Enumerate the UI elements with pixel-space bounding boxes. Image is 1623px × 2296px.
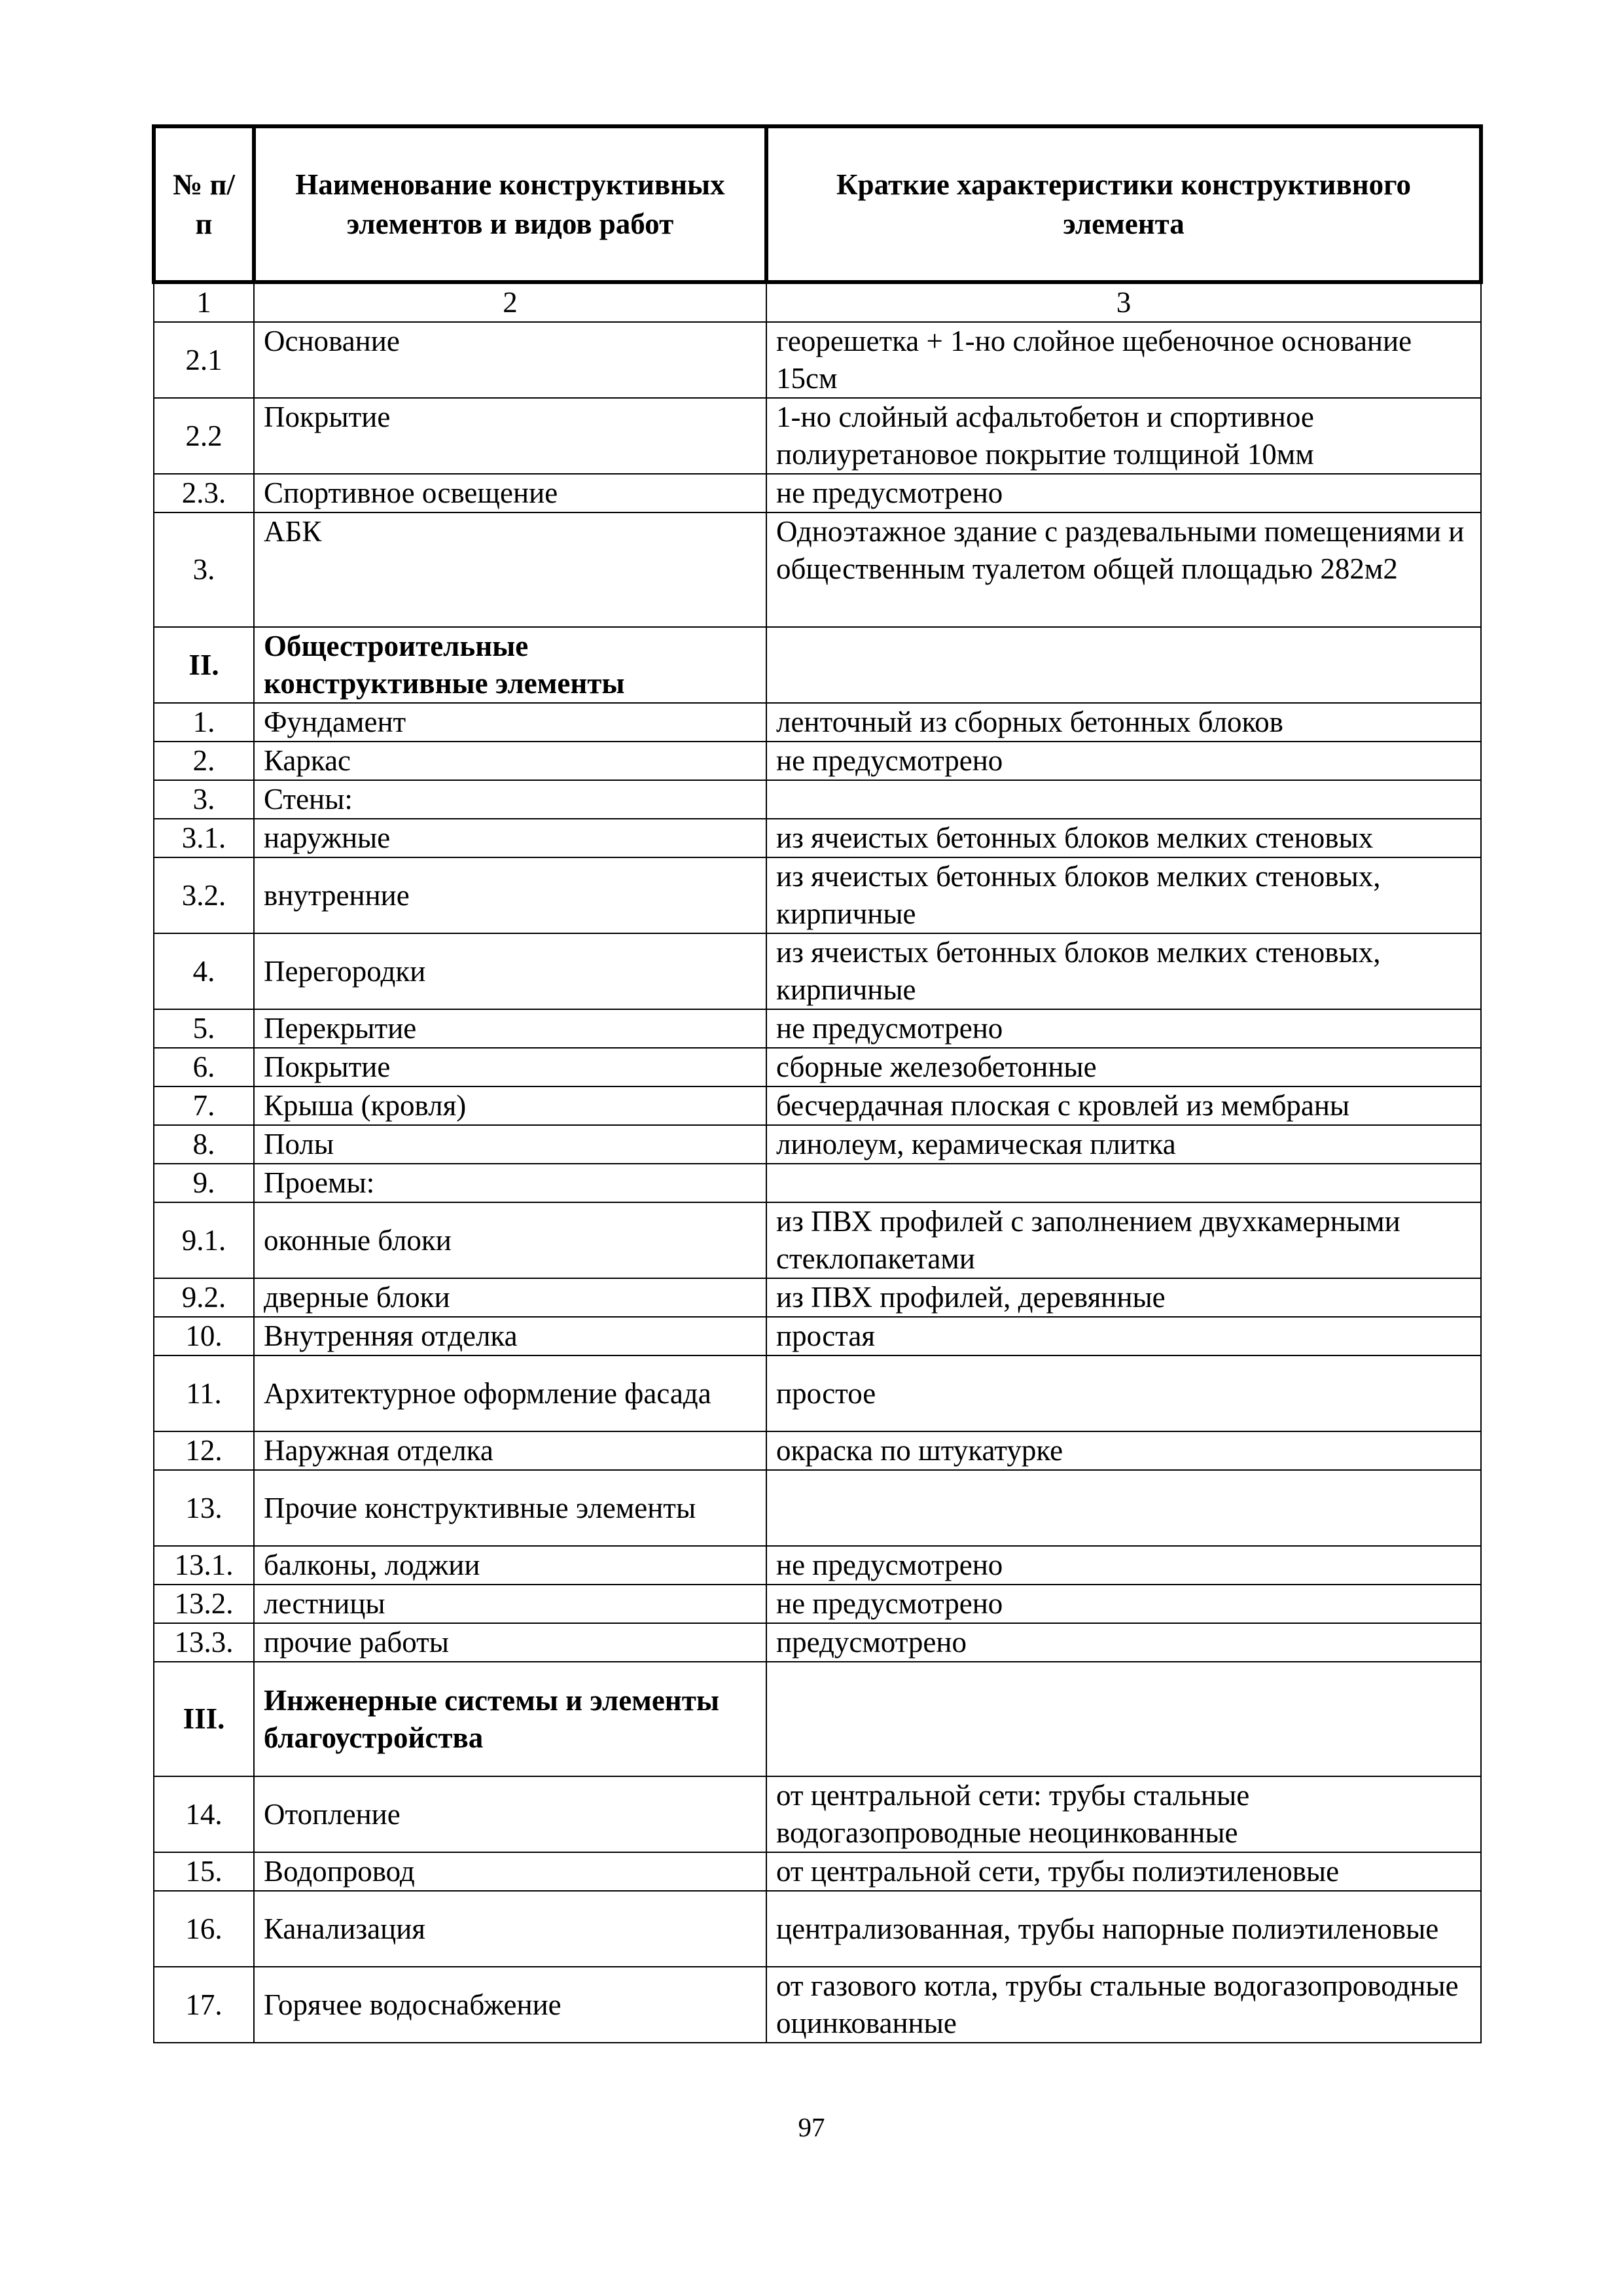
table-row — [154, 1891, 1481, 1967]
table-row — [154, 1355, 1481, 1431]
row-desc: Одноэтажное здание с раздевальными помещениями и общественным туалетом общей площадью 282м2 — [766, 512, 1481, 627]
column-number-row — [154, 282, 1481, 322]
row-num: 7. — [154, 1086, 254, 1125]
row-num: 13.1. — [154, 1546, 254, 1585]
row-name: Основание — [254, 322, 766, 398]
section-num: II. — [154, 627, 254, 703]
row-num: 12. — [154, 1431, 254, 1470]
section-num: III. — [154, 1662, 254, 1776]
row-desc: бесчердачная плоская с кровлей из мембраны — [766, 1086, 1481, 1125]
row-desc: окраска по штукатурке — [766, 1431, 1481, 1470]
column-number-1: 1 — [154, 282, 254, 322]
row-name: Стены: — [254, 780, 766, 819]
row-desc: сборные железобетонные — [766, 1048, 1481, 1086]
row-name: Крыша (кровля) — [254, 1086, 766, 1125]
table-row — [154, 857, 1481, 933]
row-num: 15. — [154, 1852, 254, 1891]
row-name: Водопровод — [254, 1852, 766, 1891]
row-num: 14. — [154, 1776, 254, 1852]
row-desc: георешетка + 1-но слойное щебеночное основание 15см — [766, 322, 1481, 398]
row-desc: из ячеистых бетонных блоков мелких стеновых — [766, 819, 1481, 857]
row-num: 13.2. — [154, 1585, 254, 1623]
table-row — [154, 512, 1481, 627]
row-name: дверные блоки — [254, 1278, 766, 1317]
row-num: 13. — [154, 1470, 254, 1546]
row-name: Каркас — [254, 742, 766, 780]
row-name: Перекрытие — [254, 1009, 766, 1048]
row-name: наружные — [254, 819, 766, 857]
row-name: Покрытие — [254, 1048, 766, 1086]
row-num: 2.3. — [154, 474, 254, 512]
row-num: 3.2. — [154, 857, 254, 933]
table-row — [154, 1317, 1481, 1355]
row-desc — [766, 627, 1481, 703]
section-row — [154, 1662, 1481, 1776]
row-desc: из ячеистых бетонных блоков мелких стеновых, кирпичные — [766, 933, 1481, 1009]
table-row — [154, 398, 1481, 474]
header-num: № п/п — [154, 126, 254, 282]
table-row — [154, 1967, 1481, 2043]
row-name: АБК — [254, 512, 766, 627]
row-name: Отопление — [254, 1776, 766, 1852]
table-row — [154, 819, 1481, 857]
row-desc: не предусмотрено — [766, 1585, 1481, 1623]
table-row — [154, 1048, 1481, 1086]
table-row — [154, 1125, 1481, 1164]
row-name: Перегородки — [254, 933, 766, 1009]
row-desc: не предусмотрено — [766, 1009, 1481, 1048]
row-num: 3.1. — [154, 819, 254, 857]
row-name: оконные блоки — [254, 1202, 766, 1278]
row-desc — [766, 780, 1481, 819]
row-num: 11. — [154, 1355, 254, 1431]
table-row — [154, 1585, 1481, 1623]
row-desc: от газового котла, трубы стальные водогазопроводные оцинкованные — [766, 1967, 1481, 2043]
row-name: Фундамент — [254, 703, 766, 742]
row-desc: не предусмотрено — [766, 1546, 1481, 1585]
table-row — [154, 1278, 1481, 1317]
row-name: балконы, лоджии — [254, 1546, 766, 1585]
row-num: 3. — [154, 512, 254, 627]
table-row — [154, 1852, 1481, 1891]
table-row — [154, 1431, 1481, 1470]
row-num: 8. — [154, 1125, 254, 1164]
row-name: Архитектурное оформление фасада — [254, 1355, 766, 1431]
row-name: Прочие конструктивные элементы — [254, 1470, 766, 1546]
row-desc: 1-но слойный асфальтобетон и спортивное полиуретановое покрытие толщиной 10мм — [766, 398, 1481, 474]
table-row — [154, 322, 1481, 398]
row-desc — [766, 1662, 1481, 1776]
table-row — [154, 780, 1481, 819]
row-desc: централизованная, трубы напорные полиэтиленовые — [766, 1891, 1481, 1967]
table-row — [154, 1623, 1481, 1662]
row-num: 9.2. — [154, 1278, 254, 1317]
construction-elements-table — [152, 124, 1483, 2043]
row-name: Полы — [254, 1125, 766, 1164]
row-desc: линолеум, керамическая плитка — [766, 1125, 1481, 1164]
row-num: 2.1 — [154, 322, 254, 398]
row-num: 13.3. — [154, 1623, 254, 1662]
header-desc: Краткие характеристики конструктивного элемента — [766, 126, 1481, 282]
row-desc — [766, 1164, 1481, 1202]
table-row — [154, 1086, 1481, 1125]
row-num: 10. — [154, 1317, 254, 1355]
row-name: Наружная отделка — [254, 1431, 766, 1470]
table-row — [154, 742, 1481, 780]
table-row — [154, 933, 1481, 1009]
row-num: 9.1. — [154, 1202, 254, 1278]
row-num: 1. — [154, 703, 254, 742]
column-number-3: 3 — [766, 282, 1481, 322]
table-row — [154, 1009, 1481, 1048]
row-desc — [766, 1470, 1481, 1546]
row-name: Покрытие — [254, 398, 766, 474]
row-desc: простое — [766, 1355, 1481, 1431]
page-number: 97 — [798, 2112, 825, 2142]
row-name: Горячее водоснабжение — [254, 1967, 766, 2043]
table-row — [154, 703, 1481, 742]
section-title: Общестроительные конструктивные элементы — [254, 627, 766, 703]
row-name: Канализация — [254, 1891, 766, 1967]
section-row — [154, 627, 1481, 703]
table-row — [154, 1202, 1481, 1278]
row-name: лестницы — [254, 1585, 766, 1623]
table-row — [154, 1776, 1481, 1852]
row-num: 2. — [154, 742, 254, 780]
row-desc: не предусмотрено — [766, 742, 1481, 780]
header-name: Наименование конструктивных элементов и видов работ — [254, 126, 766, 282]
row-name: Проемы: — [254, 1164, 766, 1202]
table-row — [154, 1546, 1481, 1585]
row-name: прочие работы — [254, 1623, 766, 1662]
row-num: 3. — [154, 780, 254, 819]
row-desc: ленточный из сборных бетонных блоков — [766, 703, 1481, 742]
table-row — [154, 1164, 1481, 1202]
row-desc: из ПВХ профилей с заполнением двухкамерными стеклопакетами — [766, 1202, 1481, 1278]
row-desc: предусмотрено — [766, 1623, 1481, 1662]
row-desc: от центральной сети: трубы стальные водогазопроводные неоцинкованные — [766, 1776, 1481, 1852]
table-row — [154, 1470, 1481, 1546]
section-title: Инженерные системы и элементы благоустройства — [254, 1662, 766, 1776]
row-desc: из ПВХ профилей, деревянные — [766, 1278, 1481, 1317]
table-header-row — [154, 126, 1481, 282]
row-num: 4. — [154, 933, 254, 1009]
row-num: 9. — [154, 1164, 254, 1202]
row-name: внутренние — [254, 857, 766, 933]
row-desc: из ячеистых бетонных блоков мелких стеновых, кирпичные — [766, 857, 1481, 933]
row-desc: от центральной сети, трубы полиэтиленовые — [766, 1852, 1481, 1891]
row-num: 2.2 — [154, 398, 254, 474]
row-num: 17. — [154, 1967, 254, 2043]
column-number-2: 2 — [254, 282, 766, 322]
row-num: 16. — [154, 1891, 254, 1967]
row-num: 5. — [154, 1009, 254, 1048]
row-name: Спортивное освещение — [254, 474, 766, 512]
row-desc: простая — [766, 1317, 1481, 1355]
row-name: Внутренняя отделка — [254, 1317, 766, 1355]
table-row — [154, 474, 1481, 512]
row-desc: не предусмотрено — [766, 474, 1481, 512]
row-num: 6. — [154, 1048, 254, 1086]
